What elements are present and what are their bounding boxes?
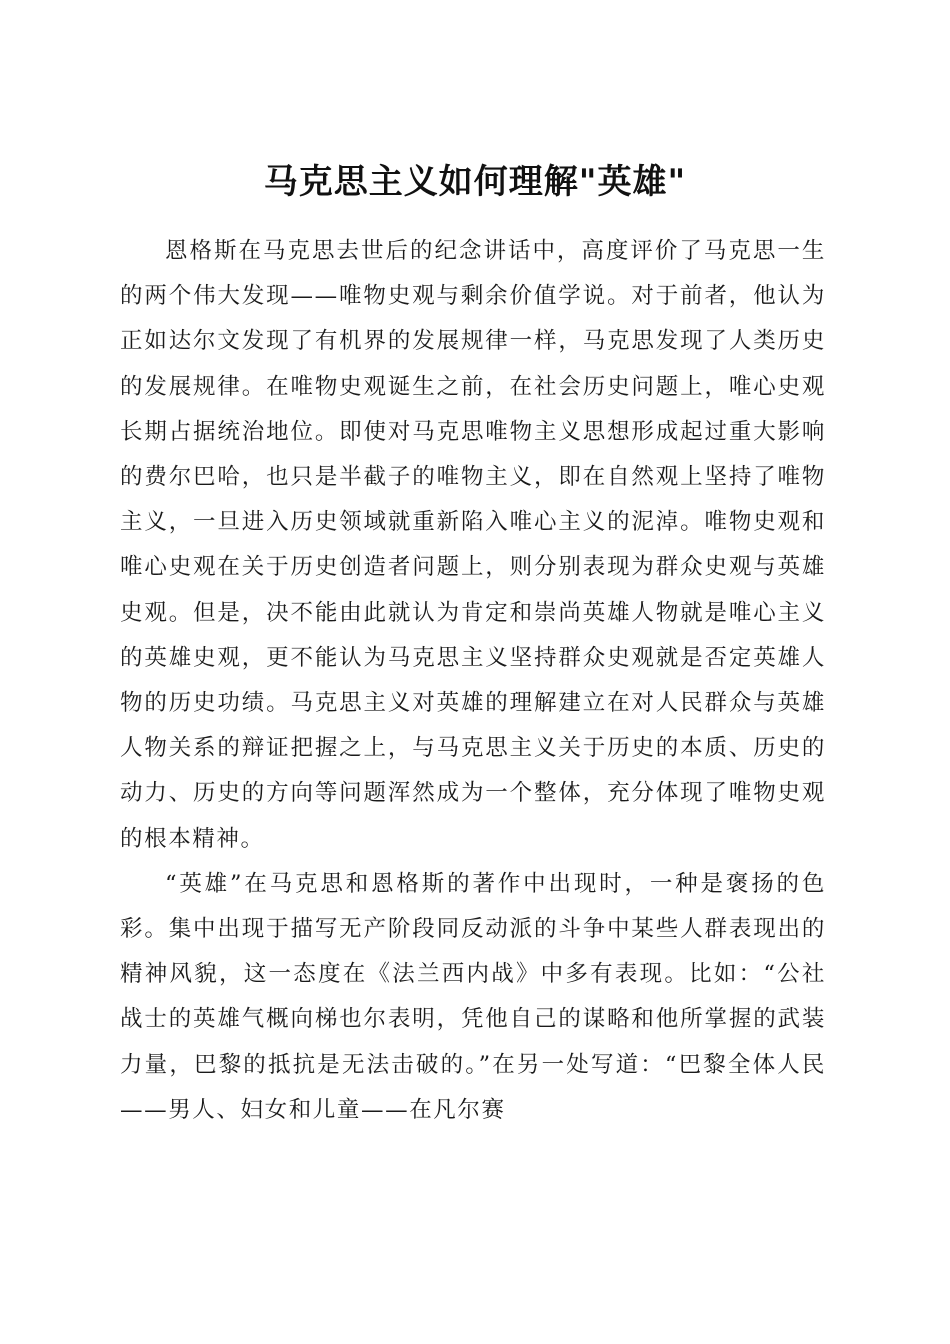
paragraph-1: 恩格斯在马克思去世后的纪念讲话中，高度评价了马克思一生的两个伟大发现——唯物史观与剩余价值学说。对于前者，他认为正如达尔文发现了有机界的发展规律一样，马克思发现了人类历史的发展规律。在唯物史观诞生之前，在社会历史问题上，唯心史观长期占据统治地位。即使对马克思唯物主义思想形成起过重大影响的费尔巴哈，也只是半截子的唯物主义，即在自然观上坚持了唯物主义，一旦进入历史领域就重新陷入唯心主义的泥淖。唯物史观和唯心史观在关于历史创造者问题上，则分别表现为群众史观与英雄史观。但是，决不能由此就认为肯定和崇尚英雄人物就是唯心主义的英雄史观，更不能认为马克思主义坚持群众史观就是否定英雄人物的历史功绩。马克思主义对英雄的理解建立在对人民群众与英雄人物关系的辩证把握之上，与马克思主义关于历史的本质、历史的动力、历史的方向等问题浑然成为一个整体，充分体现了唯物史观的根本精神。 — [120, 238, 826, 852]
paragraph-2: “英雄”在马克思和恩格斯的著作中出现时，一种是褒扬的色彩。集中出现于描写无产阶段同反动派的斗争中某些人群表现出的精神风貌，这一态度在《法兰西内战》中多有表现。比如：“公社战士的英雄气概向梯也尔表明，凭他自己的谋略和他所掌握的武装力量，巴黎的抵抗是无法击破的。”在另一处写道：“巴黎全体人民——男人、妇女和儿童——在凡尔赛 — [120, 870, 826, 1123]
document-body — [120, 229, 826, 1133]
document-title: 马克思主义如何理解"英雄" — [263, 161, 687, 202]
